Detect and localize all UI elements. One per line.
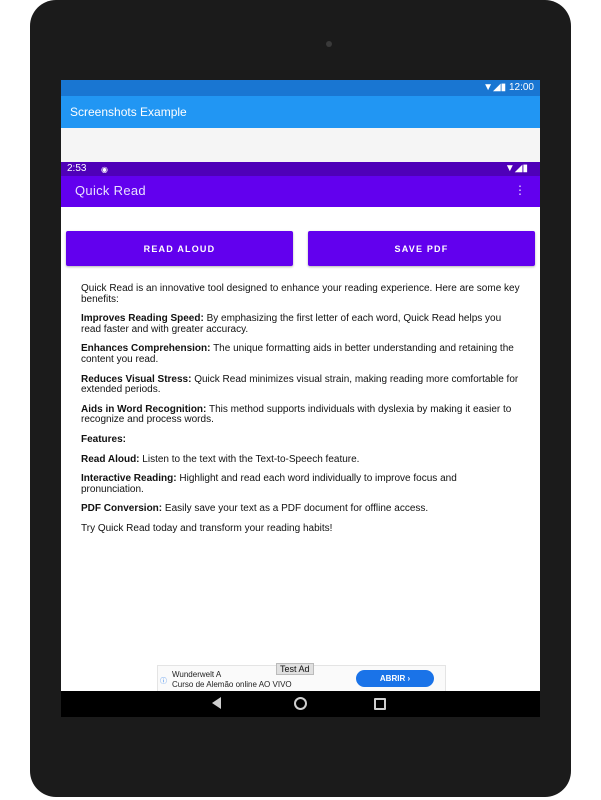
outer-content-area <box>61 128 540 162</box>
inner-signal-icons: ▼◢▮ <box>504 163 528 174</box>
ad-advertiser: Wunderwelt A <box>172 670 222 679</box>
inner-app-bar <box>61 176 540 207</box>
recents-icon[interactable] <box>374 698 386 710</box>
feature-read-aloud: Read Aloud: Listen to the text with the Text-to-Speech feature. <box>81 453 360 465</box>
banner-ad[interactable] <box>157 665 446 693</box>
overflow-menu-icon[interactable]: ⋮ <box>514 183 526 197</box>
outer-status-bar <box>61 80 540 96</box>
home-icon[interactable] <box>294 697 307 710</box>
clock: 12:00 <box>508 82 534 93</box>
notification-icon: ◉ <box>101 165 108 174</box>
feature-interactive-reading: Interactive Reading: Highlight and read each word individually to improve focus and pronunciation. <box>81 473 457 495</box>
ad-open-button[interactable]: ABRIR › <box>356 670 434 687</box>
description-text <box>81 284 521 544</box>
test-ad-label: Test Ad <box>276 663 314 675</box>
app-title: Quick Read <box>75 183 146 198</box>
ad-info-icon[interactable]: ⓘ <box>160 678 167 685</box>
benefit-reading-speed: Improves Reading Speed: By emphasizing the first letter of each word, Quick Read helps you read faster and with greater accuracy. <box>81 313 502 335</box>
intro-paragraph: Quick Read is an innovative tool designed to enhance your reading experience. Here are some key benefits: <box>81 283 520 305</box>
signal-icons: ▼◢▮ <box>483 82 507 93</box>
ad-headline: Curso de Alemão online AO VIVO <box>172 680 292 689</box>
read-aloud-button[interactable]: READ ALOUD <box>66 231 293 266</box>
outer-app-bar <box>61 96 540 128</box>
system-nav-bar <box>61 691 540 717</box>
device-screen <box>61 80 540 717</box>
feature-pdf-conversion: PDF Conversion: Easily save your text as a PDF document for offline access. <box>81 503 429 515</box>
inner-clock: 2:53 <box>67 163 87 174</box>
benefit-comprehension: Enhances Comprehension: The unique formatting aids in better understanding and retaining the content you read. <box>81 343 514 365</box>
camera-icon <box>326 41 332 47</box>
save-pdf-button[interactable]: SAVE PDF <box>308 231 535 266</box>
benefit-visual-stress: Reduces Visual Stress: Quick Read minimizes visual strain, making reading more comfortable for extended periods. <box>81 373 519 396</box>
back-icon[interactable] <box>212 697 221 709</box>
outer-app-title: Screenshots Example <box>70 105 187 119</box>
outro-paragraph: Try Quick Read today and transform your reading habits! <box>81 522 333 534</box>
benefit-word-recognition: Aids in Word Recognition: This method supports individuals with dyslexia by making it easier to recognize and process words. <box>81 403 512 426</box>
inner-status-bar <box>61 162 540 176</box>
features-heading: Features: <box>81 433 127 445</box>
